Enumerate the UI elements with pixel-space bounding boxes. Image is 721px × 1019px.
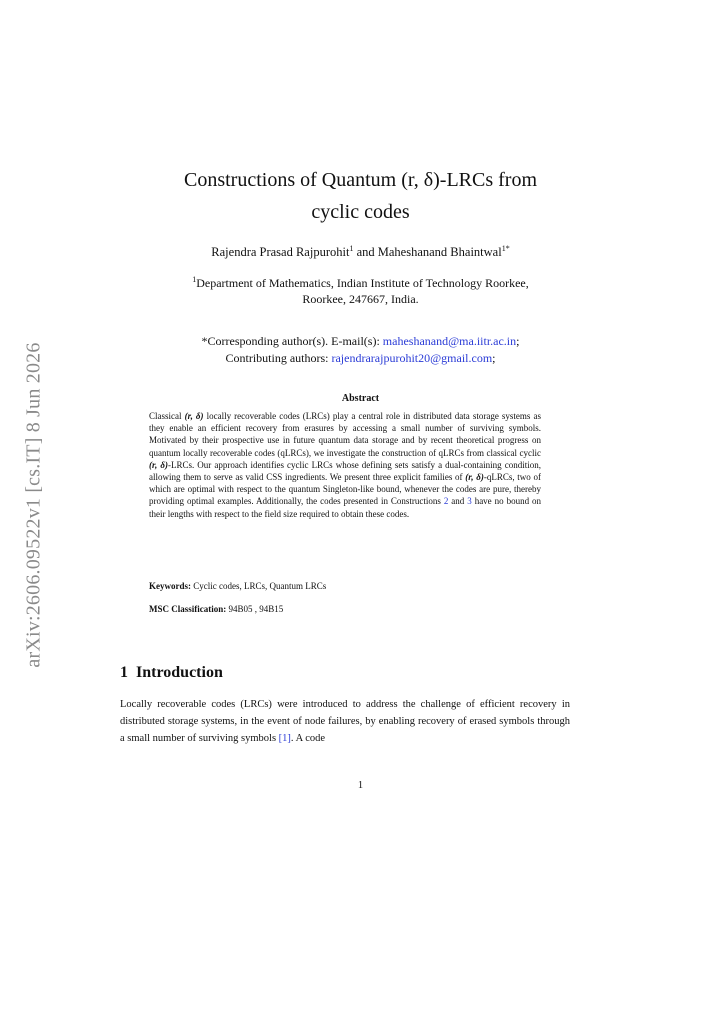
abstract-segment: and [448,496,468,507]
affiliation-text: Department of Mathematics, Indian Institute of Technology Roorkee, [196,276,529,290]
keywords-value: Cyclic codes, LRCs, Quantum LRCs [191,581,327,591]
punctuation: ; [492,351,496,365]
math-expression: (r, δ) [149,459,168,470]
abstract-segment: locally recoverable codes (LRCs) play a central role in distributed data storage systems as they enable an efficient recovery from erasures by accessing a small number of surviving symbols. Motivated by their prospective use in future quantum data storage and by recent theoretical progress on quantum locally recoverable codes (qLRCs), we investigate the construction of qLRCs from classical cyclic [149,411,541,458]
abstract-heading: Abstract [341,393,380,404]
affiliation-marker: 1 [349,244,354,253]
citation-link[interactable]: [1] [278,733,291,744]
abstract-segment: Classical [149,411,185,421]
title-line-1: Constructions of Quantum (r, δ)-LRCs from [183,169,538,191]
correspondence-block [0,333,721,367]
page-number: 1 [357,780,364,791]
msc-label: MSC Classification: [149,604,227,614]
msc-value: 94B05 , 94B15 [226,604,284,614]
math-expression: (r, δ) [465,472,484,483]
paper-title [0,164,721,228]
section-paragraph [120,696,570,747]
contributing-email-link[interactable]: rajendrarajpurohit20@gmail.com [331,351,493,365]
abstract-text [149,410,541,520]
affiliation [0,272,721,307]
corresponding-author-line [0,333,721,350]
abstract-segment: -LRCs. Our approach identifies cyclic LRCs whose defining sets satisfy a dual-containing condition, allowing them to serve as valid CSS ingredients. We present three explicit families of [149,459,541,483]
abstract-segment: -qLRCs, two of which are optimal with respect to the quantum Singleton-like bound, whenever the codes are pure, thereby providing optimal examples. Additionally, the codes presented in Constructions [149,472,541,507]
abstract-segment: have no bound on their lengths with respect to the field size required to obtain these codes. [149,496,542,519]
math-expression: (r, δ) [184,411,204,421]
paragraph-text: . A code [290,733,326,744]
affiliation-line-2: Roorkee, 247667, India. [302,292,419,306]
title-line-2: cyclic codes [311,201,410,223]
author-name: Maheshanand Bhaintwal [377,245,502,260]
paragraph-text: Locally recoverable codes (LRCs) were introduced to address the challenge of efficient recovery in distributed storage systems, in the event of node failures, by enabling recovery of erased symbols through a small number of surviving symbols [120,699,570,744]
author-list [0,244,721,260]
construction-reference-link[interactable]: 2 [443,496,449,507]
corresponding-label: *Corresponding author(s). E-mail(s): [201,334,383,348]
section-heading: 1 Introduction [120,664,223,681]
author-separator: and [353,245,378,260]
keywords-line [149,581,549,591]
author-name: Rajendra Prasad Rajpurohit [211,245,350,260]
contributing-authors-line [0,350,721,367]
affiliation-marker: 1 [192,275,197,284]
keywords-label: Keywords: [149,581,191,591]
punctuation: ; [516,334,520,348]
affiliation-marker: 1* [501,244,510,253]
msc-classification-line [149,604,549,614]
affiliation-line-1 [0,272,721,291]
arxiv-identifier-stamp: arXiv:2606.09522v1 [cs.IT] 8 Jun 2026 [22,342,45,668]
construction-reference-link[interactable]: 3 [467,496,472,507]
corresponding-email-link[interactable]: maheshanand@ma.iitr.ac.in [382,334,517,348]
contributing-label: Contributing authors: [225,351,332,365]
